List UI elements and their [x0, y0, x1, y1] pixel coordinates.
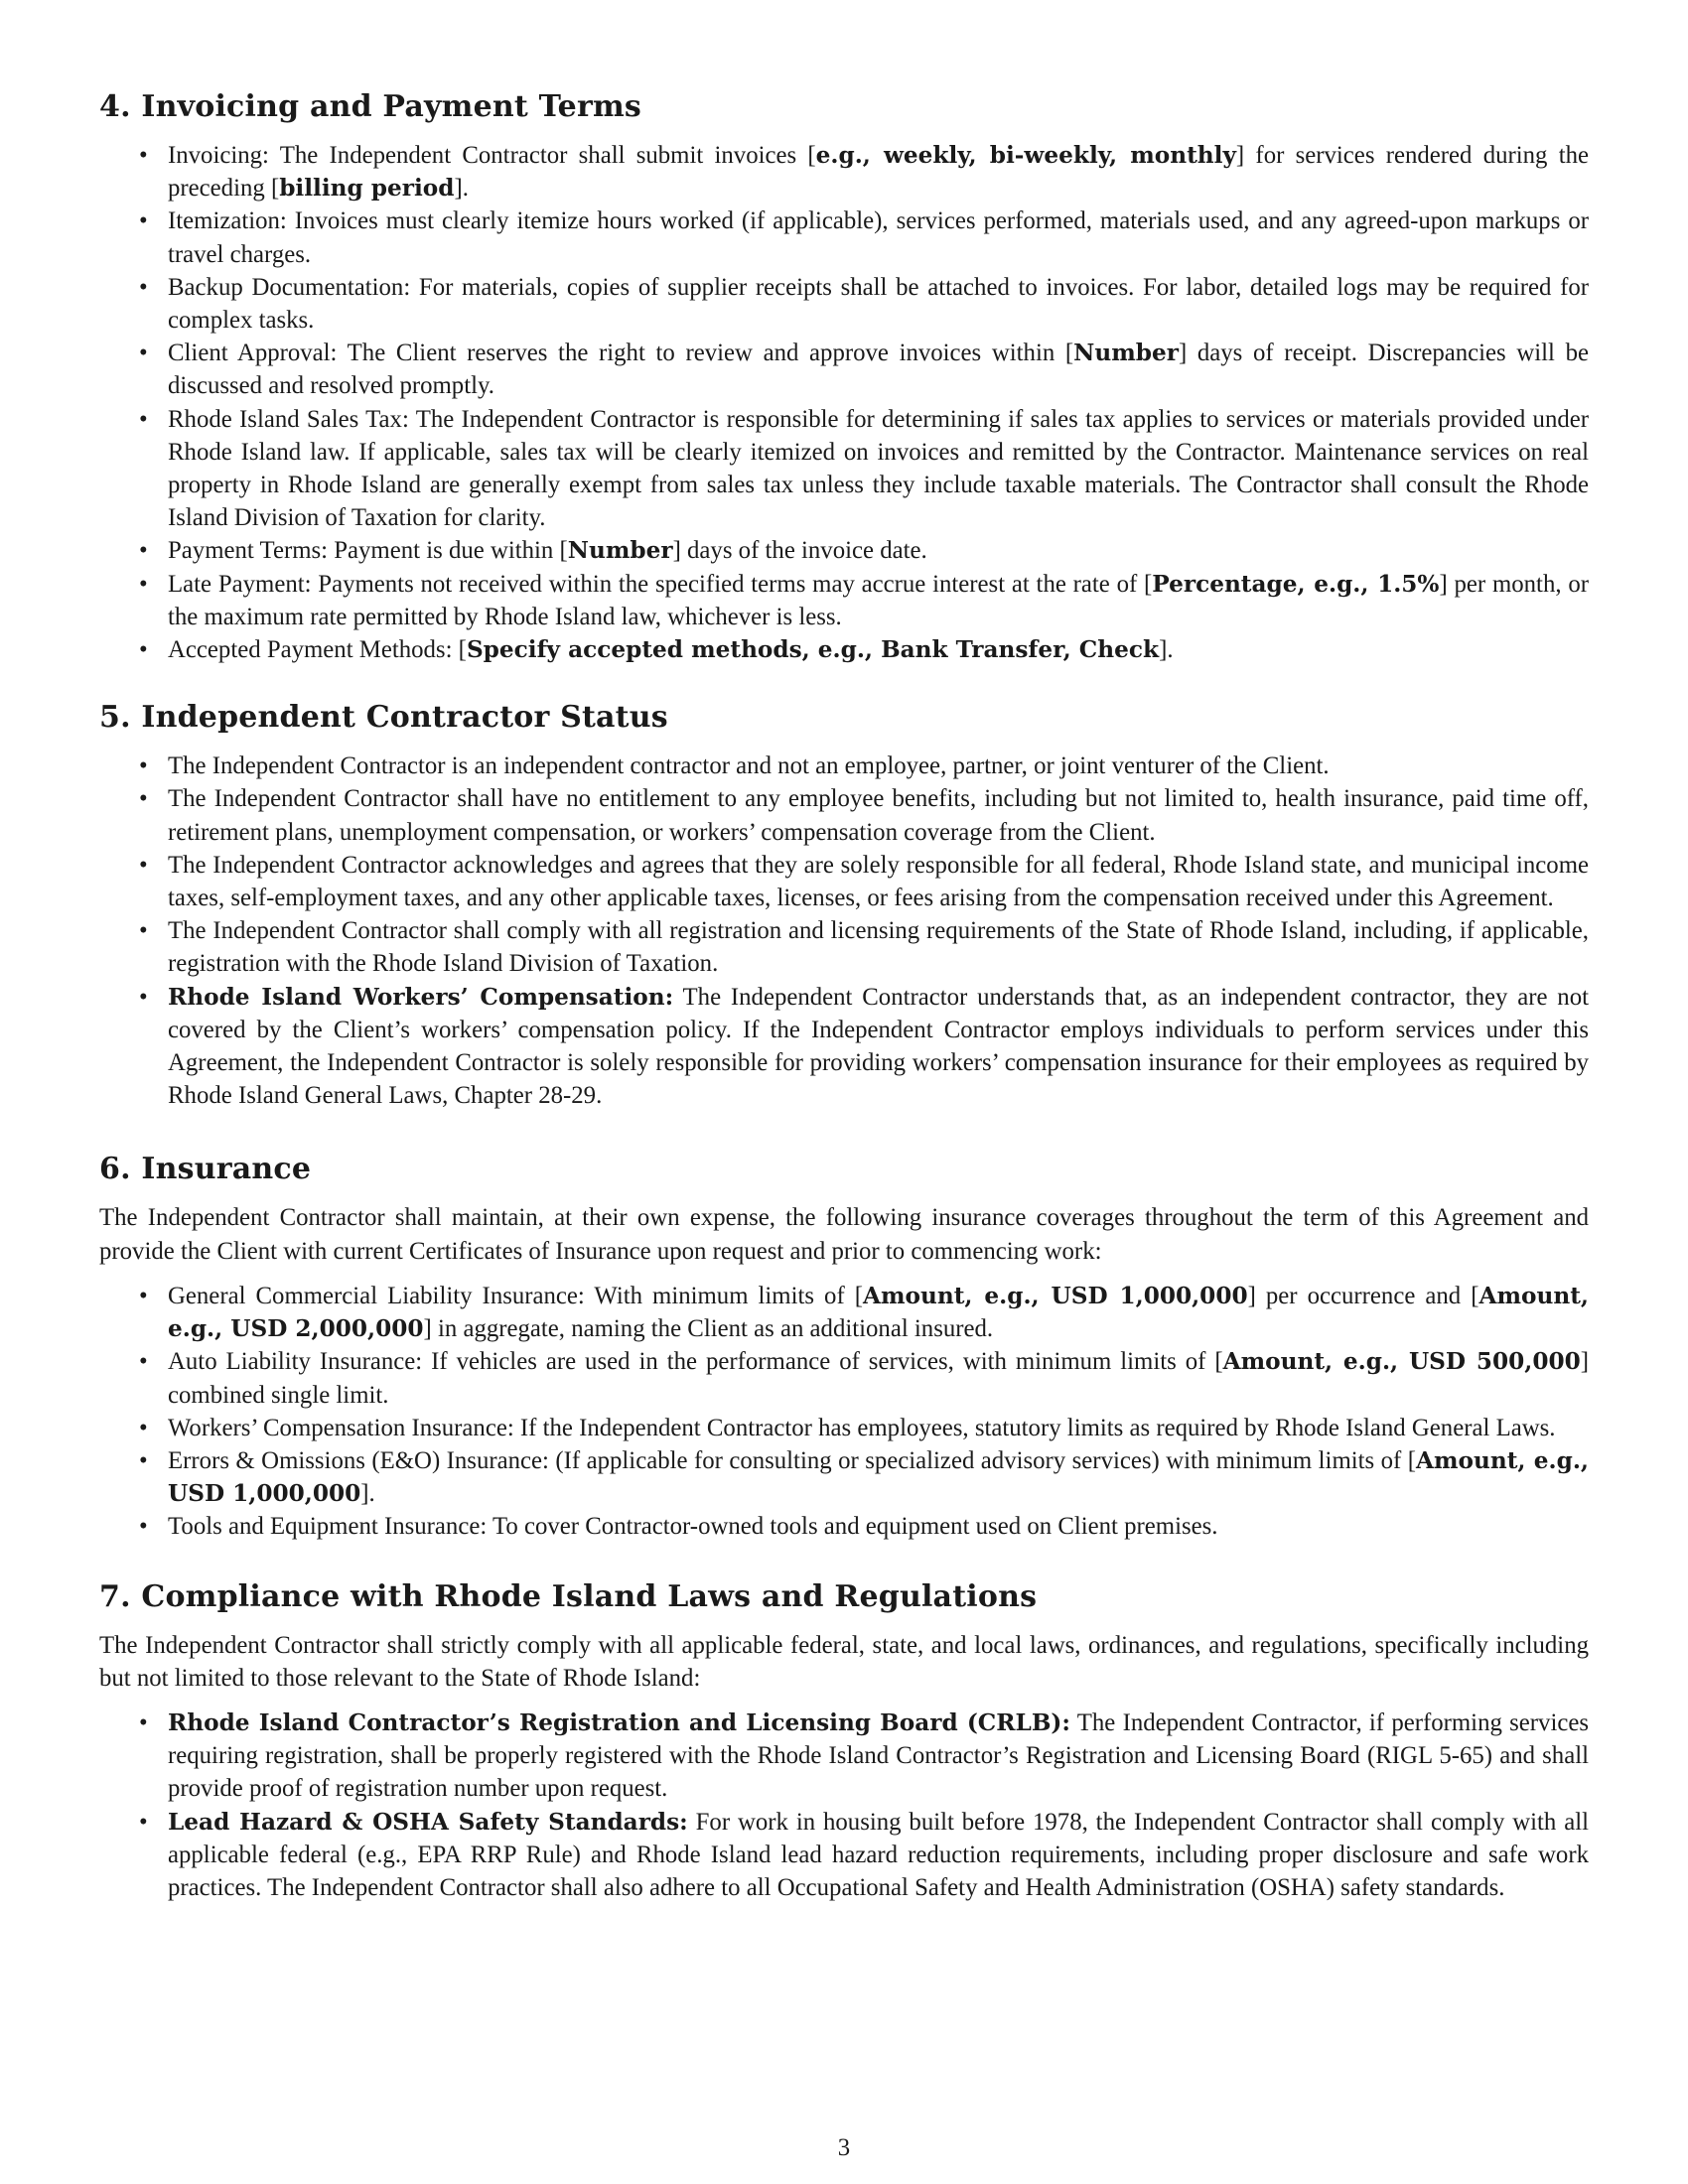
bullet-list: [99, 1706, 1589, 1904]
list-item-crlb: • Rhode Island Contractor’s Registration and Licensing Board (CRLB): The Independent Contractor, if performing services requiring registration, shall be properly registered with the Rhode Island Contractor’s Registration and Licensing Board (RIGL 5-65) and shall provide proof of registration number upon request.: [99, 1706, 1589, 1806]
section-intro: The Independent Contractor shall maintain, at their own expense, the following insurance coverages throughout the term of this Agreement and provide the Client with current Certificates of Insurance upon request and prior to commencing work:: [99, 1204, 1589, 1265]
list-item: • The Independent Contractor shall comply with all registration and licensing requirements of the State of Rhode Island, including, if applicable, registration with the Rhode Island Division of Taxation.: [99, 914, 1589, 980]
list-item-errors-omissions: • Errors & Omissions (E&O) Insurance: (If applicable for consulting or specialized advisory services) with minimum limits of [Amount, e.g., USD 1,000,000].: [99, 1444, 1589, 1510]
list-item-workers-compensation: • Rhode Island Workers’ Compensation: The Independent Contractor understands that, as an independent contractor, they are not covered by the Client’s workers’ compensation policy. If the Independent Contractor employs individuals to perform services under this Agreement, the Independent Contractor is solely responsible for providing workers’ compensation insurance for their employees as required by Rhode Island General Laws, Chapter 28-29.: [99, 981, 1589, 1113]
list-item-late-payment: • Late Payment: Payments not received within the specified terms may accrue interest at the rate of [Percentage, e.g., 1.5%] per month, or the maximum rate permitted by Rhode Island law, whichever is less.: [99, 568, 1589, 633]
list-item: • The Independent Contractor acknowledges and agrees that they are solely responsible for all federal, Rhode Island state, and municipal income taxes, self-employment taxes, and any other applicable taxes, licenses, or fees arising from the compensation received under this Agreement.: [99, 849, 1589, 914]
list-item-workers-compensation-insurance: • Workers’ Compensation Insurance: If the Independent Contractor has employees, statutory limits as required by Rhode Island General Laws.: [99, 1412, 1589, 1444]
bullet-list: [99, 139, 1589, 666]
list-item-backup-documentation: • Backup Documentation: For materials, copies of supplier receipts shall be attached to invoices. For labor, detailed logs may be required for complex tasks.: [99, 271, 1589, 337]
section-contractor-status: [99, 698, 1589, 1112]
page-number: 3: [837, 2134, 851, 2161]
list-item-general-liability: • General Commercial Liability Insurance: With minimum limits of [Amount, e.g., USD 1,000,000] per occurrence and [Amount, e.g., USD 2,000,000] in aggregate, naming the Client as an additional insured.: [99, 1280, 1589, 1345]
section-heading: 5. Independent Contractor Status: [99, 700, 668, 736]
list-item-lead-osha: • Lead Hazard & OSHA Safety Standards: For work in housing built before 1978, the Independent Contractor shall comply with all applicable federal (e.g., EPA RRP Rule) and Rhode Island lead hazard reduction requirements, including proper disclosure and safe work practices. The Independent Contractor shall also adhere to all Occupational Safety and Health Administration (OSHA) safety standards.: [99, 1806, 1589, 1905]
list-item-client-approval: • Client Approval: The Client reserves the right to review and approve invoices within [Number] days of receipt. Discrepancies will be discussed and resolved promptly.: [99, 337, 1589, 402]
list-item-payment-terms: • Payment Terms: Payment is due within [Number] days of the invoice date.: [99, 534, 1589, 567]
section-insurance: [99, 1150, 1589, 1543]
section-intro: The Independent Contractor shall strictly comply with all applicable federal, state, and local laws, ordinances, and regulations, specifically including but not limited to those relevant to the State of Rhode Island:: [99, 1631, 1589, 1692]
list-item-payment-methods: • Accepted Payment Methods: [Specify accepted methods, e.g., Bank Transfer, Check].: [99, 633, 1589, 666]
list-item: • The Independent Contractor shall have no entitlement to any employee benefits, including but not limited to, health insurance, paid time off, retirement plans, unemployment compensation, or workers’ compensation coverage from the Client.: [99, 782, 1589, 848]
bullet-list: [99, 750, 1589, 1112]
list-item: • The Independent Contractor is an independent contractor and not an employee, partner, or joint venturer of the Client.: [99, 750, 1589, 782]
section-heading: 4. Invoicing and Payment Terms: [99, 89, 641, 124]
document-page: [99, 87, 1589, 1936]
list-item-invoicing: • Invoicing: The Independent Contractor shall submit invoices [e.g., weekly, bi-weekly, monthly] for services rendered during the preceding [billing period].: [99, 139, 1589, 205]
list-item-sales-tax: • Rhode Island Sales Tax: The Independent Contractor is responsible for determining if sales tax applies to services or materials provided under Rhode Island law. If applicable, sales tax will be clearly itemized on invoices and remitted by the Contractor. Maintenance services on real property in Rhode Island are generally exempt from sales tax unless they include taxable materials. The Contractor shall consult the Rhode Island Division of Taxation for clarity.: [99, 403, 1589, 535]
section-invoicing-payment-terms: [99, 87, 1589, 666]
list-item-itemization: • Itemization: Invoices must clearly itemize hours worked (if applicable), services performed, materials used, and any agreed-upon markups or travel charges.: [99, 205, 1589, 270]
section-compliance: [99, 1577, 1589, 1905]
bullet-list: [99, 1280, 1589, 1544]
list-item-tools-equipment: • Tools and Equipment Insurance: To cover Contractor-owned tools and equipment used on Client premises.: [99, 1510, 1589, 1543]
list-item-auto-liability: • Auto Liability Insurance: If vehicles are used in the performance of services, with minimum limits of [Amount, e.g., USD 500,000] combined single limit.: [99, 1345, 1589, 1411]
section-heading: 6. Insurance: [99, 1152, 312, 1187]
section-heading: 7. Compliance with Rhode Island Laws and Regulations: [99, 1578, 1038, 1614]
